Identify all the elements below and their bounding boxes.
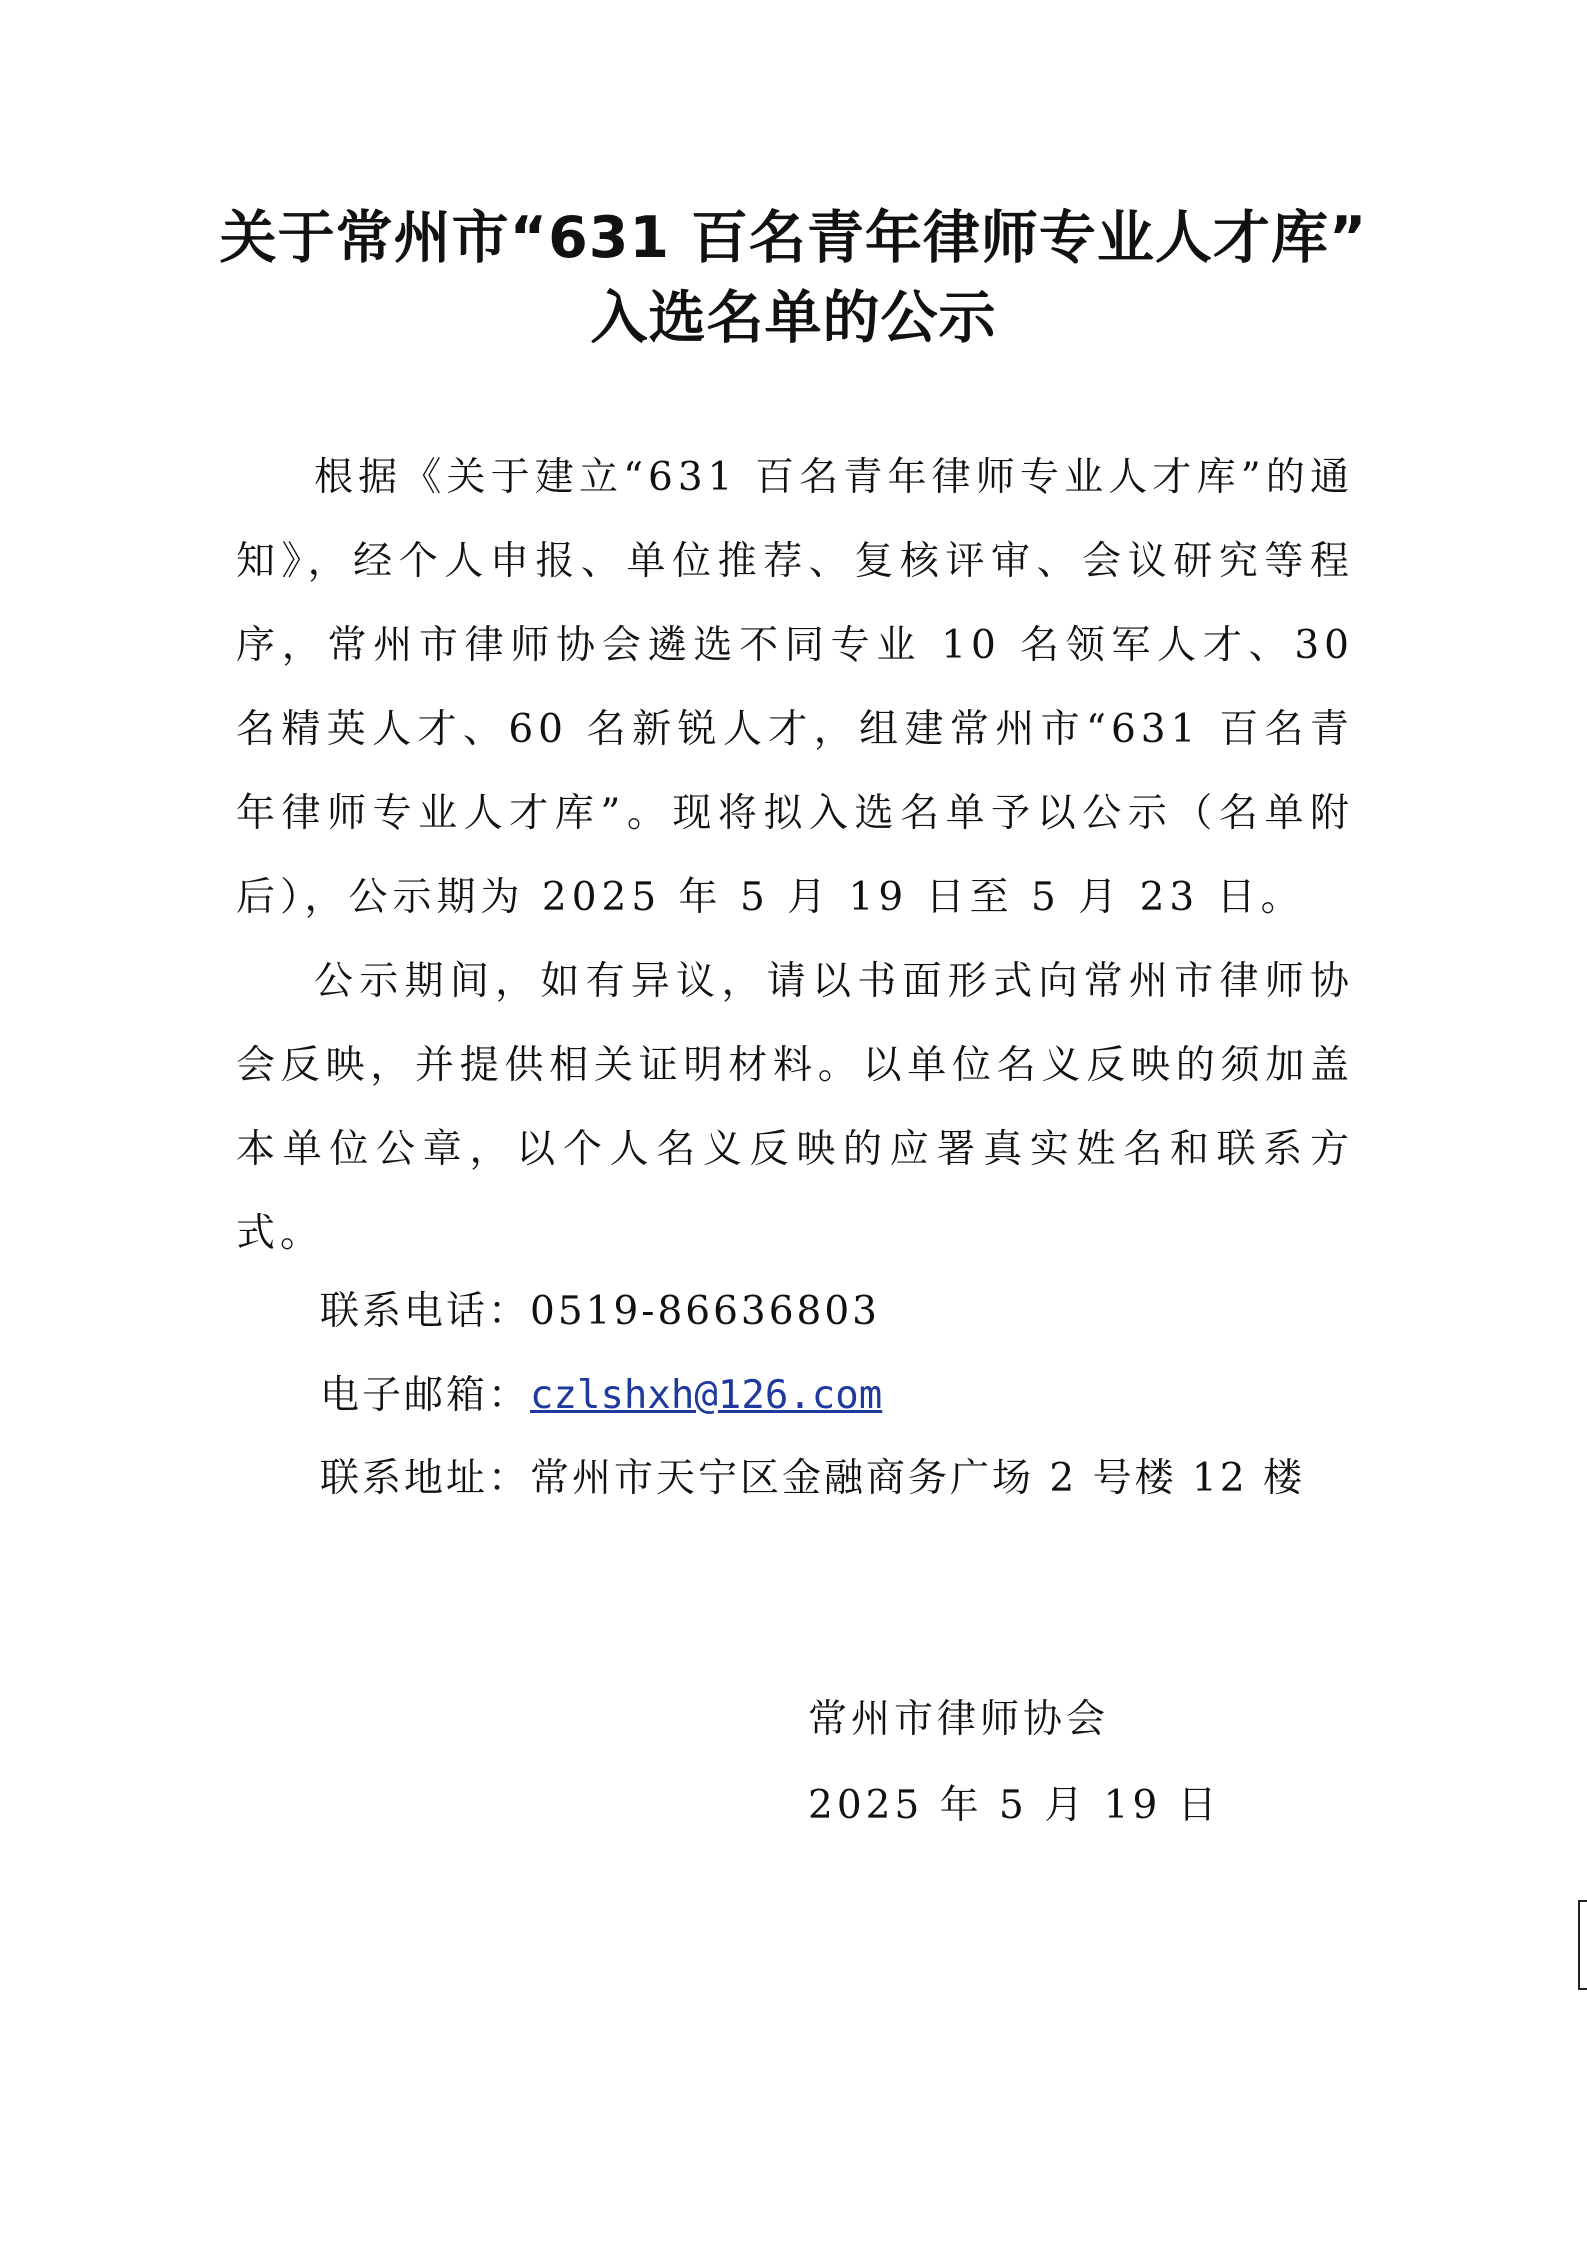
paragraph-announcement: 根据《关于建立“631 百名青年律师专业人才库”的通知》，经个人申报、单位推荐、复核评审、会议研究等程序，常州市律师协会遴选不同专业 10 名领军人才、30 名精英人才、60 名新锐人才，组建常州市“631 百名青年律师专业人才库”。现将拟入选名单予以公示（名单附后），公示期为 2025 年 5 月 19 日至 5 月 23 日。 bbox=[236, 455, 1354, 920]
contact-phone-line bbox=[320, 1282, 880, 1342]
document-title-line-2: 入选名单的公示 bbox=[590, 285, 997, 351]
contact-email-label: 电子邮箱： bbox=[320, 1373, 531, 1418]
contact-phone-label: 联系电话： bbox=[320, 1289, 531, 1334]
contact-email-line bbox=[320, 1366, 882, 1426]
document-body bbox=[236, 436, 1354, 1276]
contact-email-link[interactable]: czlshxh@126.com bbox=[530, 1373, 883, 1418]
contact-phone-value: 0519-86636803 bbox=[530, 1289, 880, 1334]
signature-organization: 常州市律师协会 bbox=[808, 1697, 1110, 1742]
signature-date: 2025 年 5 月 19 日 bbox=[808, 1783, 1221, 1828]
contact-address-value: 常州市天宁区金融商务广场 2 号楼 12 楼 bbox=[530, 1456, 1306, 1501]
contact-address-label: 联系地址： bbox=[320, 1456, 531, 1501]
document-title-line-1: 关于常州市“631 百名青年律师专业人才库” bbox=[219, 205, 1368, 271]
paragraph-objection: 公示期间，如有异议，请以书面形式向常州市律师协会反映，并提供相关证明材料。以单位名义反映的须加盖本单位公章，以个人名义反映的应署真实姓名和联系方式。 bbox=[236, 959, 1354, 1256]
page-edge-bracket-mark bbox=[1578, 1900, 1587, 1990]
contact-address-line bbox=[320, 1449, 1305, 1509]
